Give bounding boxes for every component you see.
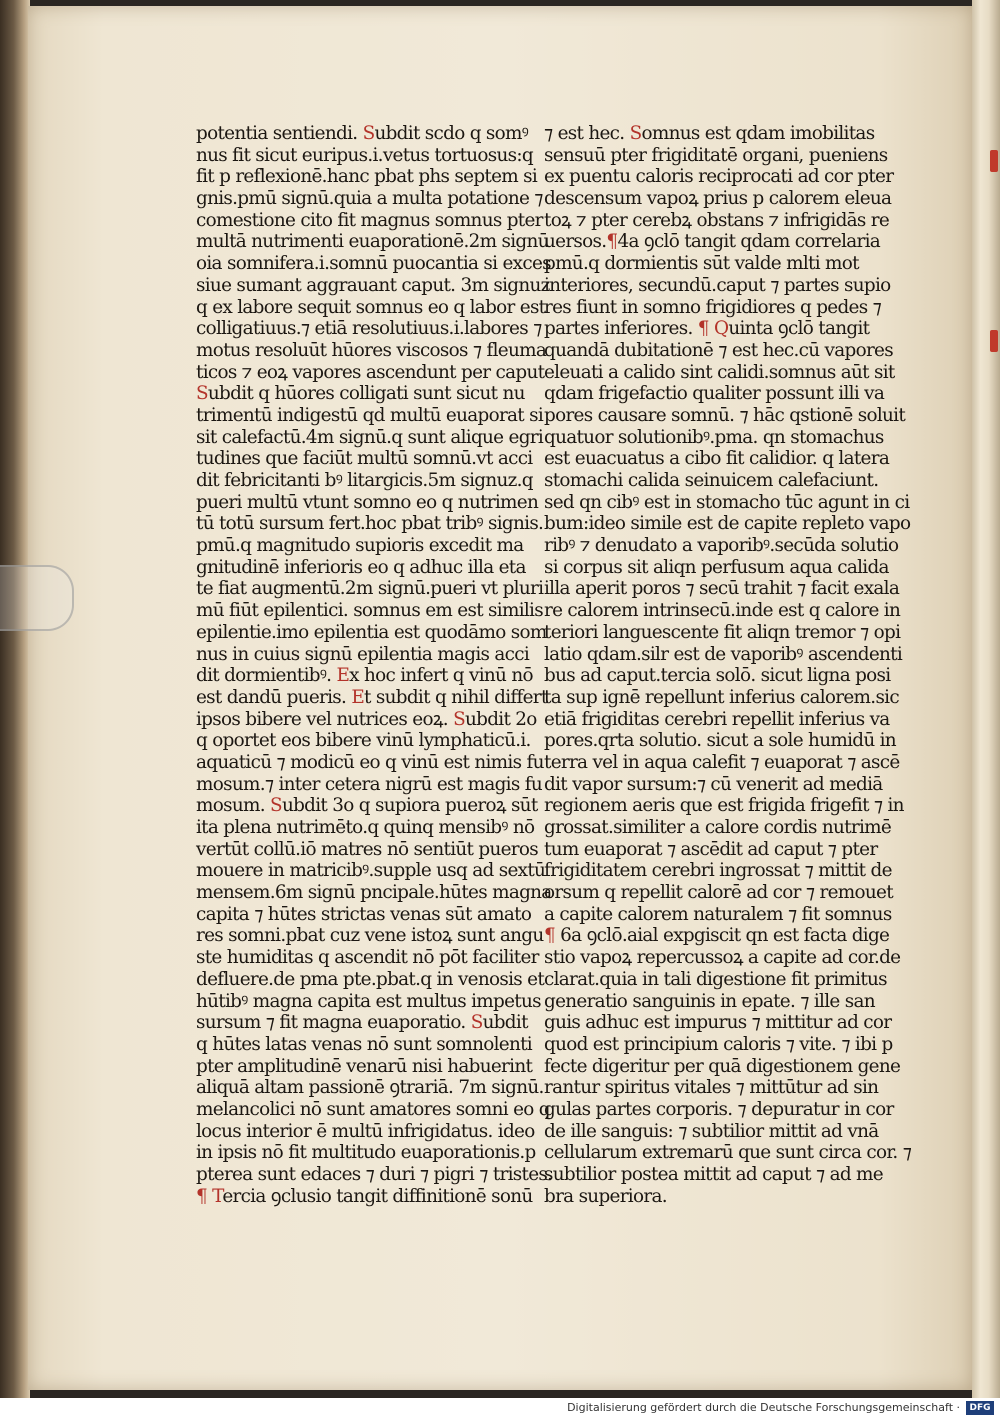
book-spine-edge (0, 0, 30, 1398)
left_column-line: pterea sunt edaces ⁊ duri ⁊ pigri ⁊ tristes. (196, 1164, 553, 1185)
right_column-line: re calorem intrinsecū.inde est q calore in (544, 600, 901, 622)
left_column-line: res somni.pbat cuz vene istoꝝ sunt angu (196, 925, 544, 947)
left_column-line: ticos ⁊ eoꝝ vapores ascendunt per caput (196, 361, 545, 383)
footer-credit: Digitalisierung gefördert durch die Deutsche Forschungsgemeinschaft · (567, 1401, 960, 1414)
right_column-line: fecte digeritur per quā digestionem gene (544, 1055, 901, 1077)
right_column-line: tum euaporat ⁊ ascēdit ad caput ⁊ pter (544, 838, 878, 860)
right_column-line: dit vapor sursum:⁊ cū venerit ad mediā (544, 773, 883, 795)
left_column-line: in ipsis nō fit multitudo euaporationis.p (196, 1142, 536, 1164)
left_column-line: q ex labore sequit somnus eo q labor est (196, 296, 546, 318)
left_column-line: pmū.q magnitudo supioris excedit ma (196, 535, 524, 557)
right_column-line: sensuū pter frigiditatē organi, pueniens (544, 144, 888, 166)
left_column-line: ¶ Tercia ꝯclusio tangit diffinitionē sonū (196, 1185, 533, 1207)
text-column-left (196, 123, 553, 1207)
right_column-line: bus ad caput.tercia solō. sicut ligna posi (544, 665, 891, 687)
right_column-line: qdam frigefactio qualiter possunt illi va (544, 383, 885, 405)
right_column-line: cellularum extremarū que sunt circa cor. ⁊ (544, 1142, 912, 1164)
left_column-line: epilentie.imo epilentia est quodāmo som (196, 621, 547, 643)
left_column-line: motus resoluūt hūores viscosos ⁊ fleuma (196, 339, 547, 361)
left_column-line: sursum ⁊ fit magna euaporatio. Subdit (196, 1012, 528, 1034)
right_column-line: quandā dubitationē ⁊ est hec.cū vapores (544, 339, 893, 361)
left_column-line: te fiat augmentū.2m signū.pueri vt pluri (196, 578, 544, 600)
right_column-line: generatio sanguinis in epate. ⁊ ille san (544, 990, 875, 1012)
left_column-line: nus fit sicut euripus.i.vetus tortuosus:q (196, 144, 533, 166)
left_column-line: siue sumant aggrauant caput. 3m signuz (196, 274, 550, 296)
right_column-line: ribꝰ ⁊ denudato a vaporibꝰ.secūda solutio (544, 535, 899, 557)
right_column-line: illa aperit poros ⁊ secū trahit ⁊ facit exala (544, 578, 900, 600)
right_column-line: descensum vapoꝝ prius p calorem eleua (544, 188, 892, 210)
left_column-line: mouere in matricibꝰ.supple usq ad sextū (196, 860, 546, 882)
right_column-line: ¶ 6a ꝯclō.aial expgiscit qn est facta dige (544, 925, 890, 947)
left_column-line: tudines que faciūt multū somnū.vt acci (196, 448, 533, 470)
left_column-line: dit dormientibꝰ. Ex hoc infert q vinū nō (196, 665, 533, 687)
right_column-line: stio vapoꝝ repercussoꝝ a capite ad cor.de (544, 947, 901, 969)
left_column-line: q hūtes latas venas nō sunt somnolenti (196, 1033, 532, 1055)
right_column-line: clarat.quia in tali digestione fit primitus (544, 968, 887, 990)
right_column-line: latio qdam.silr est de vaporibꝰ ascendenti (544, 643, 903, 665)
dfg-logo-icon: DFG (966, 1401, 994, 1415)
right_column-line: sed qn cibꝰ est in stomacho tūc agunt in ci (544, 491, 910, 513)
right_column-line: gulas partes corporis. ⁊ depuratur in cor (544, 1098, 894, 1120)
left_column-line: colligatiuus.⁊ etiā resolutiuus.i.labores ⁊ (196, 318, 542, 340)
right_column-line: est euacuatus a cibo fit calidior. q latera (544, 448, 890, 470)
left_column-line: potentia sentiendi. Subdit scdo q somꝰ (196, 123, 529, 144)
right_column-line: partes inferiores. ¶ Quinta ꝯclō tangit (544, 318, 870, 340)
right_column-line: orsum q repellit calorē ad cor ⁊ remouet (544, 882, 893, 904)
right_column-line: ⁊ est hec. Somnus est qdam imobilitas (544, 123, 875, 144)
right_column-line: si corpus sit aliqn perfusum aqua calida (544, 556, 889, 578)
right_column-line: bum:ideo simile est de capite repleto vapo (544, 513, 911, 535)
left_column-line: mosum.⁊ inter cetera nigrū est magis fu (196, 773, 542, 795)
left_column-line: pter amplitudinē venarū nisi habuerint (196, 1055, 533, 1077)
right_column-line: grossat.similiter a calore cordis nutrimē (544, 817, 892, 838)
left_column-line: q oportet eos bibere vinū lymphaticū.i. (196, 730, 531, 752)
left_column-line: est dandū pueris. Et subdit q nihil differt (196, 686, 548, 708)
left_column-line: sit calefactū.4m signū.q sunt alique egri (196, 426, 544, 448)
right_column-line: toꝝ ⁊ pter cerebꝝ obstans ⁊ infrigidās re (544, 209, 890, 231)
left_column-line: fit p reflexionē.hanc pbat phs septem si (196, 166, 538, 188)
right_column-line: eleuati a calido sint calidi.somnus aūt sit (544, 361, 895, 383)
right_column-line: quod est principium caloris ⁊ vite. ⁊ ibi p (544, 1033, 893, 1055)
right_column-line: de ille sanguis: ⁊ subtilior mittit ad vnā (544, 1120, 879, 1142)
left_column-line: defluere.de pma pte.pbat.q in venosis et (196, 968, 545, 990)
right_column-line: frigiditatem cerebri ingrossat ⁊ mittit de (544, 860, 892, 882)
right_column-line: a capite calorem naturalem ⁊ fit somnus (544, 903, 892, 925)
left_column-line: aliquā altam passionē ꝯtrariā. 7m signū. (196, 1077, 544, 1099)
right_column-line: ex puentu caloris reciprocati ad cor pter (544, 166, 894, 188)
right_column-line: pores causare somnū. ⁊ hāc qstionē soluit (544, 404, 906, 426)
left_column-line: comestione cito fit magnus somnus pter (196, 209, 543, 231)
left_column-line: aquaticū ⁊ modicū eo q vinū est nimis fu (196, 751, 544, 773)
right_column-line: interiores, secundū.caput ⁊ partes supio (544, 274, 891, 296)
left_column-line: tū totū sursum fert.hoc pbat tribꝰ signis. (196, 513, 544, 535)
left_column-line: ita plena nutrimēto.q quinq mensibꝰ nō (196, 817, 535, 838)
red-tab-mark (990, 150, 998, 172)
left_column-line: Subdit q hūores colligati sunt sicut nu (196, 383, 525, 405)
page-clip (0, 565, 74, 631)
page-stack-edge (972, 0, 1000, 1398)
red-tab-mark (990, 330, 998, 352)
left_column-line: pueri multū vtunt somno eo q nutrimen (196, 491, 539, 513)
right_column-line: ta sup ignē repellunt inferius calorem.sic (544, 686, 899, 708)
right_column-line: bra superiora. (544, 1185, 667, 1207)
footer-bar (0, 1398, 1000, 1418)
left_column-line: trimentū indigestū qd multū euaporat si (196, 404, 544, 426)
right_column-line: pores.qrta solutio. sicut a sole humidū in (544, 730, 896, 752)
left_column-line: nus in cuius signū epilentia magis acci (196, 643, 530, 665)
right_column-line: etiā frigiditas cerebri repellit inferius va (544, 708, 890, 730)
right_column-line: subtilior postea mittit ad caput ⁊ ad me (544, 1164, 883, 1185)
right_column-line: rantur spiritus vitales ⁊ mittūtur ad sin (544, 1077, 879, 1099)
left_column-line: hūtibꝰ magna capita est multus impetus (196, 990, 541, 1012)
right_column-line: terra vel in aqua calefit ⁊ euaporat ⁊ ascē (544, 751, 900, 773)
left_column-line: melancolici nō sunt amatores somni eo q (196, 1098, 550, 1120)
left_column-line: oia somnifera.i.somnū puocantia si exces (196, 253, 551, 275)
left_column-line: capita ⁊ hūtes strictas venas sūt amato (196, 903, 532, 925)
left_column-line: ipsos bibere vel nutrices eoꝝ. Subdit 2o (196, 708, 537, 730)
right_column-line: res fiunt in somno frigidiores q pedes ⁊ (544, 296, 882, 318)
left_column-line: gnitudinē inferioris eo q adhuc illa eta (196, 556, 526, 578)
left_column-line: locus interior ē multū infrigidatus. ideo (196, 1120, 535, 1142)
left_column-line: dit febricitanti bꝰ litargicis.5m signuz.q (196, 470, 533, 491)
right_column-line: stomachi calida seinuicem calefaciunt. (544, 470, 879, 491)
left_column-line: multā nutrimenti euaporationē.2m signū (196, 231, 549, 253)
left_column-line: gnis.pmū signū.quia a multa potatione ⁊ (196, 188, 543, 210)
right_column-line: regionem aeris que est frigida frigefit ⁊ in (544, 795, 904, 817)
right_column-line: pmū.q dormientis sūt valde mlti mot (544, 253, 859, 275)
text-column-right (544, 123, 912, 1207)
left_column-line: mū fiūt epilentici. somnus em est similis (196, 600, 543, 622)
left_column-line: ste humiditas q ascendit nō pōt faciliter (196, 947, 539, 969)
right_column-line: uersos.¶4a ꝯclō tangit qdam correlaria (544, 231, 881, 253)
right_column-line: guis adhuc est impurus ⁊ mittitur ad cor (544, 1012, 892, 1034)
left_column-line: mosum. Subdit 3o q supiora pueroꝝ sūt (196, 795, 538, 817)
right_column-line: teriori languescente fit aliqn tremor ⁊ opi (544, 621, 901, 643)
left_column-line: vertūt collū.iō matres nō sentiūt pueros (196, 838, 538, 860)
left_column-line: mensem.6m signū pncipale.hūtes magna (196, 882, 552, 904)
right_column-line: quatuor solutionibꝰ.pma. qn stomachus (544, 426, 884, 448)
